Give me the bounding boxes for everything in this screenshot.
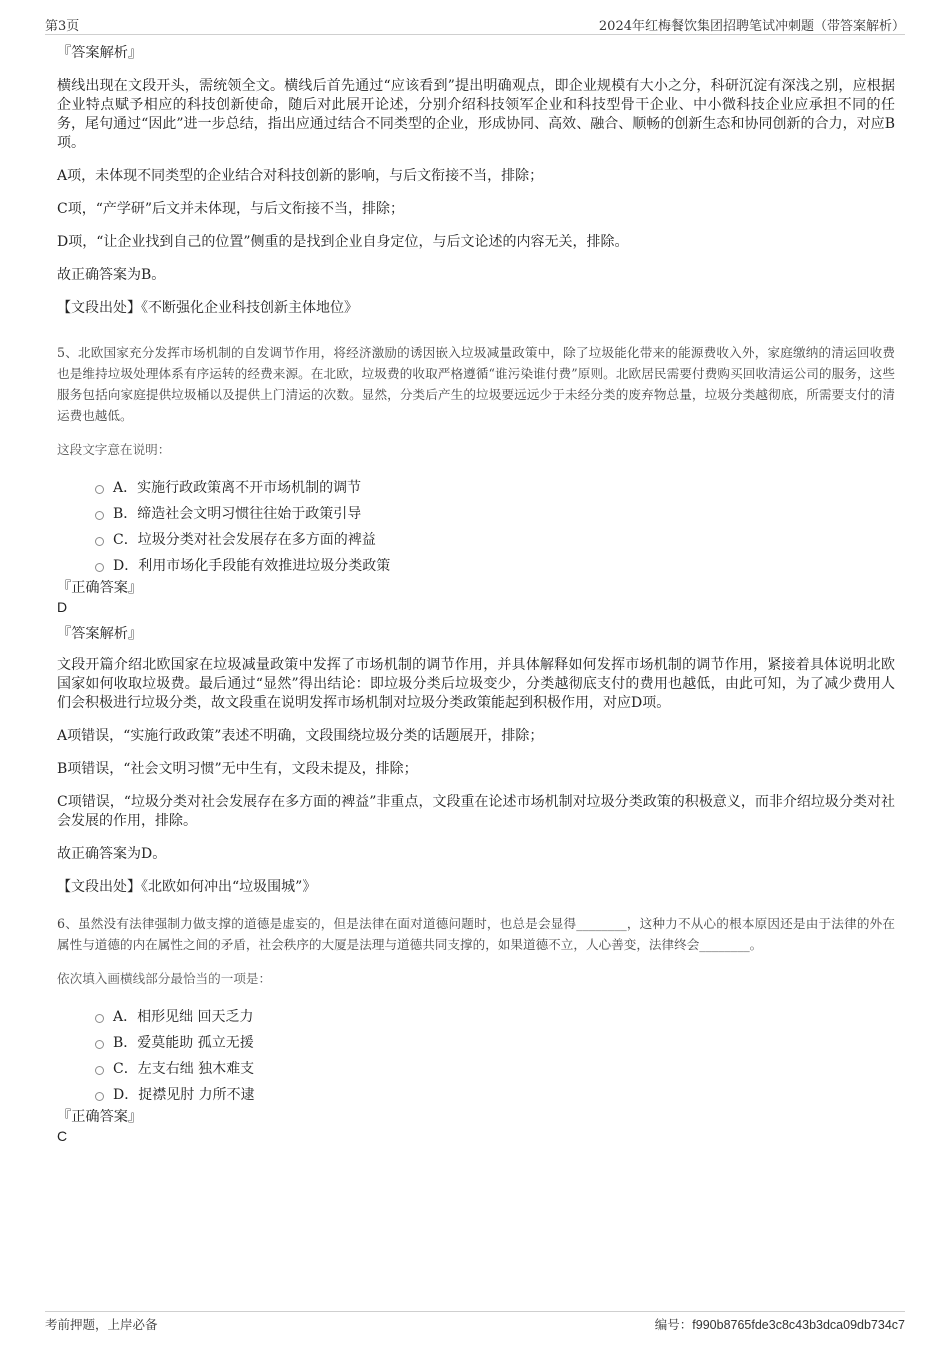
question-6-option-b[interactable]: B．爱莫能助 孤立无援 — [95, 1030, 895, 1056]
correct-answer-label: 『正确答案』 — [57, 580, 143, 596]
question-5-text: 5、北欧国家充分发挥市场机制的自发调节作用，将经济激励的诱因嵌入垃圾减量政策中，除了垃圾能化带来的能源费收入外，家庭缴纳的清运回收费也是维持垃圾处理体系有序运转的经费来源。在北欧，垃圾费的收取严格遵循“谁污染谁付费”原则。北欧居民需要付费购买回收清运公司的服务，这些服务包括向家庭提供垃圾桶以及提供上门清运的次数。显然，分类后产生的垃圾要远远少于未经分类的废弃物总量，垃圾分类越彻底，所需要支付的清运费也越低。 — [57, 345, 895, 423]
source-citation: 【文段出处】《北欧如何冲出“垃圾围城”》 — [57, 879, 317, 895]
question-6-option-d[interactable]: D．捉襟见肘 力所不逮 — [95, 1082, 895, 1108]
conclusion: 故正确答案为B。 — [57, 267, 166, 283]
page-header — [45, 14, 905, 35]
radio-icon[interactable] — [95, 1014, 104, 1023]
option-c-explanation: C项，“产学研”后文并未体现，与后文衔接不当，排除； — [57, 201, 405, 217]
option-d-explanation: D项，“让企业找到自己的位置”侧重的是找到企业自身定位，与后文论述的内容无关，排除。 — [57, 234, 629, 250]
question-5-option-b[interactable]: B．缔造社会文明习惯往往始于政策引导 — [95, 501, 895, 527]
question-6-prompt: 依次填入画横线部分最恰当的一项是： — [57, 971, 272, 986]
radio-icon[interactable] — [95, 511, 104, 520]
question-5-prompt: 这段文字意在说明： — [57, 442, 171, 457]
correct-answer-label: 『正确答案』 — [57, 1109, 143, 1125]
question-5-option-d[interactable]: D．利用市场化手段能有效推进垃圾分类政策 — [95, 553, 895, 579]
analysis-text: 横线出现在文段开头，需统领全文。横线后首先通过“应该看到”提出明确观点，即企业规模有大小之分，科研沉淀有深浅之别，应根据企业特点赋予相应的科技创新使命，随后对此展开论述，分别介绍科技领军企业和科技型骨干企业、中小微科技企业应承担不同的任务，尾句通过“因此”进一步总结，指出应通过结合不同类型的企业，形成协同、高效、融合、顺畅的创新生态和协同创新的合力，对应B项。 — [57, 78, 895, 151]
document-body — [57, 44, 895, 1146]
document-code-label: 编号： — [654, 1317, 693, 1332]
page-footer — [45, 1311, 905, 1334]
option-c-explanation: C项错误，“垃圾分类对社会发展存在多方面的裨益”非重点，文段重在论述市场机制对垃圾分类政策的积极意义，而非介绍垃圾分类对社会发展的作用，排除。 — [57, 794, 895, 829]
footer-slogan: 考前押题，上岸必备 — [45, 1317, 158, 1332]
option-b-explanation: B项错误，“社会文明习惯”无中生有，文段未提及，排除； — [57, 761, 418, 777]
source-citation: 【文段出处】《不断强化企业科技创新主体地位》 — [57, 300, 358, 316]
radio-icon[interactable] — [95, 1066, 104, 1075]
analysis-text: 文段开篇介绍北欧国家在垃圾减量政策中发挥了市场机制的调节作用，并具体解释如何发挥市场机制的调节作用，紧接着具体说明北欧国家如何收取垃圾费。最后通过“显然”得出结论：即垃圾分类后垃圾变少，分类越彻底支付的费用也越低，由此可知，为了减少费用人们会积极进行垃圾分类，故文段重在说明发挥市场机制对垃圾分类政策能起到积极作用，对应D项。 — [57, 657, 895, 711]
question-6-option-c[interactable]: C．左支右绌 独木难支 — [95, 1056, 895, 1082]
analysis-label: 『答案解析』 — [57, 626, 143, 642]
question-6-text: 6、虽然没有法律强制力做支撑的道德是虚妄的，但是法律在面对道德问题时，也总是会显得________，这种力不从心的根本原因还是由于法律的外在属性与道德的内在属性之间的矛盾，社会秩序的大厦是法理与道德共同支撑的，如果道德不立，人心善变，法律终会________。 — [57, 916, 895, 952]
document-title: 2024年红梅餐饮集团招聘笔试冲刺题（带答案解析） — [598, 19, 905, 34]
question-6-option-a[interactable]: A．相形见绌 回天乏力 — [95, 1004, 895, 1030]
question-6-options — [95, 1004, 895, 1108]
radio-icon[interactable] — [95, 485, 104, 494]
radio-icon[interactable] — [95, 537, 104, 546]
radio-icon[interactable] — [95, 563, 104, 572]
option-a-explanation: A项，未体现不同类型的企业结合对科技创新的影响，与后文衔接不当，排除； — [57, 168, 544, 184]
conclusion: 故正确答案为D。 — [57, 846, 167, 862]
correct-answer: D — [57, 599, 68, 615]
radio-icon[interactable] — [95, 1040, 104, 1049]
page-number: 第3页 — [45, 19, 80, 34]
radio-icon[interactable] — [95, 1092, 104, 1101]
document-code — [655, 1315, 905, 1333]
analysis-label: 『答案解析』 — [57, 45, 143, 61]
document-code-value: f990b8765fde3c8c43b3dca09db734c7 — [692, 1318, 905, 1332]
question-5-options — [95, 475, 895, 579]
question-5-option-c[interactable]: C．垃圾分类对社会发展存在多方面的裨益 — [95, 527, 895, 553]
option-a-explanation: A项错误，“实施行政政策”表述不明确，文段围绕垃圾分类的话题展开，排除； — [57, 728, 544, 744]
question-5-option-a[interactable]: A．实施行政政策离不开市场机制的调节 — [95, 475, 895, 501]
correct-answer: C — [57, 1128, 68, 1144]
